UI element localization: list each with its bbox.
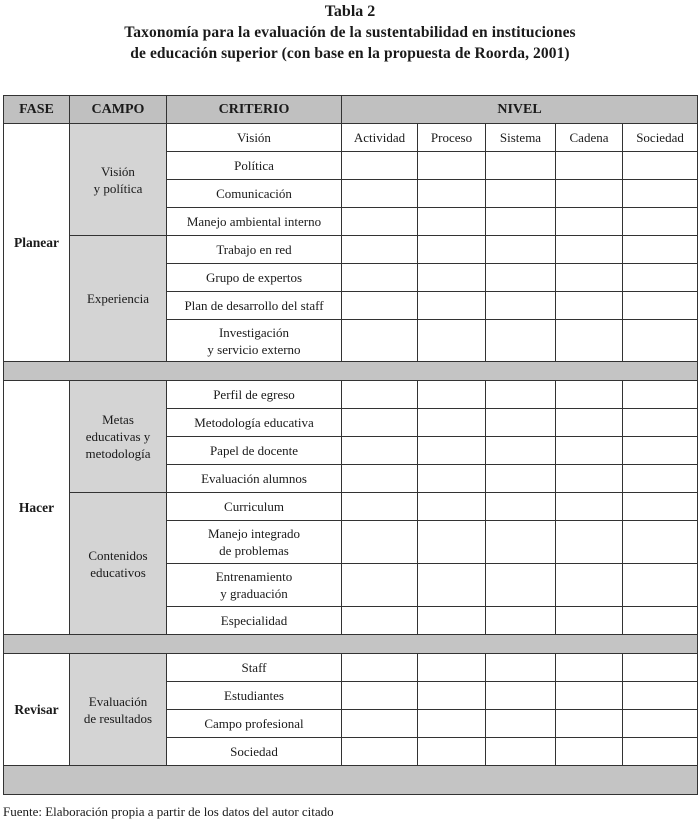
criterion-cell: Política [167,152,342,180]
table-number: Tabla 2 [324,3,376,20]
header-nivel: NIVEL [342,96,698,124]
field-evaluacion-resultados: Evaluación de resultados [70,654,167,766]
field-contenidos-educativos: Contenidos educativos [70,493,167,635]
table-row [4,381,698,409]
level-header-sociedad: Sociedad [623,124,698,152]
criterion-cell: Comunicación [167,180,342,208]
criterion-cell: Plan de desarrollo del staff [167,292,342,320]
criterion-cell: Campo profesional [167,710,342,738]
criterion-cell: Curriculum [167,493,342,521]
table-title-line-1: Taxonomía para la evaluación de la sustentabilidad en instituciones [124,24,576,41]
level-header-actividad: Actividad [342,124,418,152]
header-criterio: CRITERIO [167,96,342,124]
criterion-cell: Trabajo en red [167,236,342,264]
criterion-cell: Manejo integrado de problemas [167,521,342,564]
table-title-line-2: de educación superior (con base en la propuesta de Roorda, 2001) [130,45,570,62]
source-footnote: Fuente: Elaboración propia a partir de los datos del autor citado [3,804,334,819]
field-vision-politica: Visión y política [70,124,167,236]
table-row [4,493,698,521]
field-experiencia: Experiencia [70,236,167,362]
criterion-cell: Entrenamiento y graduación [167,564,342,607]
header-campo: CAMPO [70,96,167,124]
phase-planear: Planear [4,124,70,362]
field-metas-educativas: Metas educativas y metodología [70,381,167,493]
table-title-block [0,0,700,64]
header-fase: FASE [4,96,70,124]
criterion-cell: Staff [167,654,342,682]
criterion-cell: Perfil de egreso [167,381,342,409]
table-row [4,236,698,264]
taxonomy-table [3,95,698,795]
header-row [4,96,698,124]
level-header-proceso: Proceso [418,124,486,152]
table-row [4,654,698,682]
phase-revisar: Revisar [4,654,70,766]
section-separator [4,766,698,795]
criterion-cell: Investigación y servicio externo [167,320,342,362]
criterion-cell: Metodología educativa [167,409,342,437]
level-header-cadena: Cadena [556,124,623,152]
criterion-cell: Manejo ambiental interno [167,208,342,236]
criterion-cell: Grupo de expertos [167,264,342,292]
section-separator [4,362,698,381]
criterion-cell: Evaluación alumnos [167,465,342,493]
section-separator [4,635,698,654]
criterion-cell: Sociedad [167,738,342,766]
criterion-cell: Estudiantes [167,682,342,710]
phase-hacer: Hacer [4,381,70,635]
level-header-sistema: Sistema [486,124,556,152]
criterion-cell: Papel de docente [167,437,342,465]
criterion-cell: Visión [167,124,342,152]
table-row [4,124,698,152]
criterion-cell: Especialidad [167,607,342,635]
